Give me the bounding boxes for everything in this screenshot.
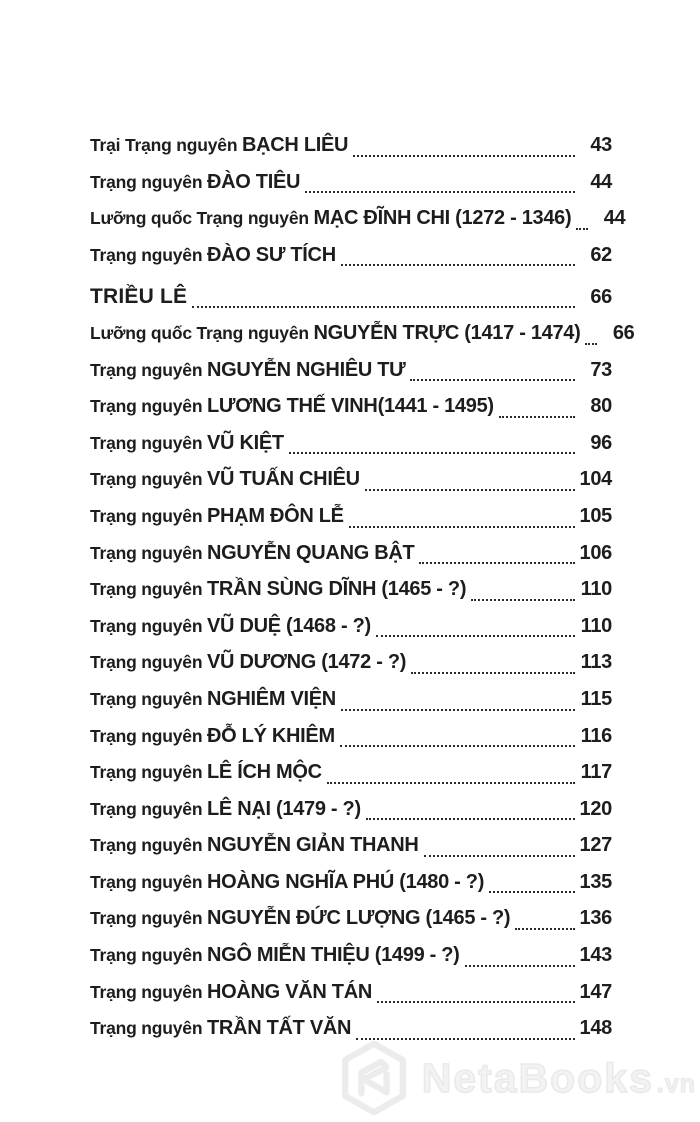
entry-name: LƯƠNG THẾ VINH [207, 395, 378, 418]
entry-name: NGUYỄN GIẢN THANH [207, 834, 419, 857]
entry-prefix: Lưỡng quốc Trạng nguyên [90, 208, 314, 229]
entry-prefix: Trạng nguyên [90, 542, 207, 563]
entry-prefix: Trạng nguyên [90, 981, 207, 1002]
entry-page-number: 136 [579, 907, 612, 930]
entry-prefix: Trạng nguyên [90, 505, 207, 526]
entry-prefix: Trạng nguyên [90, 396, 207, 417]
dot-leader [489, 891, 575, 893]
entry-name: TRIỀU LÊ [90, 285, 188, 309]
entry-name: VŨ DUỆ [207, 614, 281, 637]
entry-prefix: Trạng nguyên [90, 469, 207, 490]
dot-leader [411, 672, 575, 674]
entry-name: HOÀNG NGHĨA PHÚ [207, 870, 394, 893]
entry-prefix: Trạng nguyên [90, 945, 207, 966]
watermark-domain-text: .vn [656, 1069, 696, 1098]
toc-entry [90, 535, 612, 572]
entry-name: NGUYỄN QUANG BẬT [207, 541, 415, 564]
toc-entry [90, 937, 612, 974]
entry-prefix: Trạng nguyên [90, 615, 207, 636]
entry-name: VŨ TUẤN CHIÊU [207, 468, 360, 491]
dot-leader [327, 782, 575, 784]
entry-prefix: Lưỡng quốc Trạng nguyên [90, 322, 314, 343]
entry-name: VŨ KIỆT [207, 431, 284, 454]
entry-name: PHẠM ĐÔN LỄ [207, 504, 344, 527]
entry-name: TRẦN SÙNG DĨNH [207, 578, 377, 601]
entry-page-number: 66 [590, 286, 612, 309]
entry-page-number: 73 [590, 358, 612, 381]
entry-prefix: Trạng nguyên [90, 652, 207, 673]
entry-prefix: Trạng nguyên [90, 762, 207, 783]
entry-prefix: Trạng nguyên [90, 579, 207, 600]
entry-page-number: 143 [579, 944, 612, 967]
toc-entry [90, 864, 612, 901]
dot-leader [340, 745, 575, 747]
entry-prefix: Trạng nguyên [90, 725, 207, 746]
toc-entry [90, 571, 612, 608]
watermark-brand-text: NetaBooks [421, 1054, 654, 1101]
entry-name: NGUYỄN NGHIÊU TƯ [207, 358, 406, 381]
entry-years: (1441 - 1495) [377, 395, 494, 418]
entry-page-number: 135 [579, 870, 612, 893]
dot-leader [424, 855, 575, 857]
toc-entry [90, 608, 612, 645]
dot-leader [365, 489, 575, 491]
toc-entry [90, 900, 612, 937]
entry-prefix: Trại Trạng nguyên [90, 135, 242, 155]
entry-name: NGUYỄN TRỰC [313, 321, 460, 344]
entry-page-number: 96 [590, 431, 612, 454]
entry-name: HOÀNG VĂN TÁN [207, 980, 372, 1003]
entry-name: MẠC ĐĨNH CHI [313, 207, 450, 230]
entry-page-number: 148 [579, 1017, 612, 1040]
toc-entry [90, 974, 612, 1011]
entry-page-number: 80 [590, 395, 612, 418]
toc-entry [90, 681, 612, 718]
entry-prefix: Trạng nguyên [90, 798, 207, 819]
dot-leader [353, 155, 575, 157]
entry-name: LÊ ÍCH MỘC [207, 761, 322, 784]
netabooks-watermark [338, 1040, 696, 1116]
dot-leader [305, 191, 575, 193]
entry-page-number: 116 [580, 724, 612, 747]
toc-entry [90, 127, 612, 164]
entry-name: BẠCH LIÊU [242, 134, 349, 156]
entry-page-number: 66 [612, 321, 635, 344]
netabooks-hexagon-logo-icon [338, 1040, 410, 1116]
dot-leader [192, 306, 575, 308]
entry-page-number: 113 [580, 651, 612, 674]
entry-prefix: Trạng nguyên [90, 244, 207, 265]
entry-years: (1272 - 1346) [449, 207, 572, 230]
entry-prefix: Trạng nguyên [90, 908, 207, 929]
entry-years: (1499 - ?) [369, 944, 460, 967]
entry-prefix: Trạng nguyên [90, 359, 207, 380]
dot-leader [341, 709, 575, 711]
entry-name: LÊ NẠI [207, 797, 271, 820]
entry-prefix: Trạng nguyên [90, 871, 207, 892]
entry-name: ĐÀO TIÊU [207, 170, 301, 193]
entry-page-number: 62 [590, 243, 612, 266]
entry-years: (1417 - 1474) [459, 321, 581, 344]
dot-leader [376, 635, 575, 637]
watermark-text [422, 1055, 696, 1102]
entry-name: TRẦN TẤT VĂN [207, 1017, 352, 1040]
toc-entry [90, 237, 612, 274]
toc-section-header [90, 278, 612, 315]
entry-page-number: 105 [579, 504, 612, 527]
entry-years: (1465 - ?) [420, 907, 511, 930]
entry-page-number: 43 [590, 134, 612, 156]
toc-entry [90, 754, 612, 791]
entry-page-number: 147 [579, 980, 612, 1003]
entry-prefix: Trạng nguyên [90, 171, 207, 192]
toc-entry [90, 827, 612, 864]
toc-entry [90, 388, 612, 425]
dot-leader [289, 452, 575, 454]
entry-page-number: 110 [580, 578, 612, 601]
dot-leader [377, 1001, 575, 1003]
dot-leader [515, 928, 575, 930]
entry-name: NGHIÊM VIỆN [207, 687, 336, 710]
entry-name: ĐỖ LÝ KHIÊM [207, 724, 335, 747]
entry-years: (1479 - ?) [270, 797, 361, 820]
dot-leader [341, 264, 575, 266]
entry-page-number: 106 [579, 541, 612, 564]
entry-page-number: 127 [579, 834, 612, 857]
dot-leader [410, 379, 575, 381]
entry-page-number: 120 [579, 797, 612, 820]
toc-entry [90, 315, 635, 352]
entry-prefix: Trạng nguyên [90, 835, 207, 856]
toc-entry [90, 644, 612, 681]
entry-years: (1468 - ?) [280, 614, 371, 637]
entry-years: (1465 - ?) [376, 578, 467, 601]
dot-leader [471, 599, 575, 601]
entry-page-number: 44 [603, 207, 626, 230]
dot-leader [349, 526, 575, 528]
dot-leader [585, 343, 597, 345]
toc-entry [90, 718, 612, 755]
entry-name: NGÔ MIỄN THIỆU [207, 944, 370, 967]
toc-entry [90, 200, 626, 237]
entry-prefix: Trạng nguyên [90, 688, 207, 709]
toc-entry [90, 498, 612, 535]
entry-name: NGUYỄN ĐỨC LƯỢNG [207, 907, 421, 930]
entry-page-number: 110 [580, 614, 612, 637]
entry-name: ĐÀO SƯ TÍCH [207, 243, 336, 266]
dot-leader [419, 562, 575, 564]
toc-entry [90, 461, 612, 498]
entry-name: VŨ DƯƠNG [207, 651, 317, 674]
dot-leader [366, 818, 575, 820]
toc-entry [90, 164, 612, 201]
dot-leader [465, 965, 575, 967]
entry-prefix: Trạng nguyên [90, 1018, 207, 1039]
entry-page-number: 44 [590, 170, 612, 193]
toc-entry [90, 352, 612, 389]
entry-page-number: 115 [580, 687, 612, 710]
toc-entry [90, 425, 612, 462]
entry-years: (1472 - ?) [316, 651, 407, 674]
entry-prefix: Trạng nguyên [90, 432, 207, 453]
dot-leader [499, 416, 575, 418]
entry-page-number: 104 [579, 468, 612, 491]
toc-entry [90, 791, 612, 828]
dot-leader [576, 228, 588, 230]
entry-page-number: 117 [580, 761, 612, 784]
entry-years: (1480 - ?) [394, 870, 485, 893]
